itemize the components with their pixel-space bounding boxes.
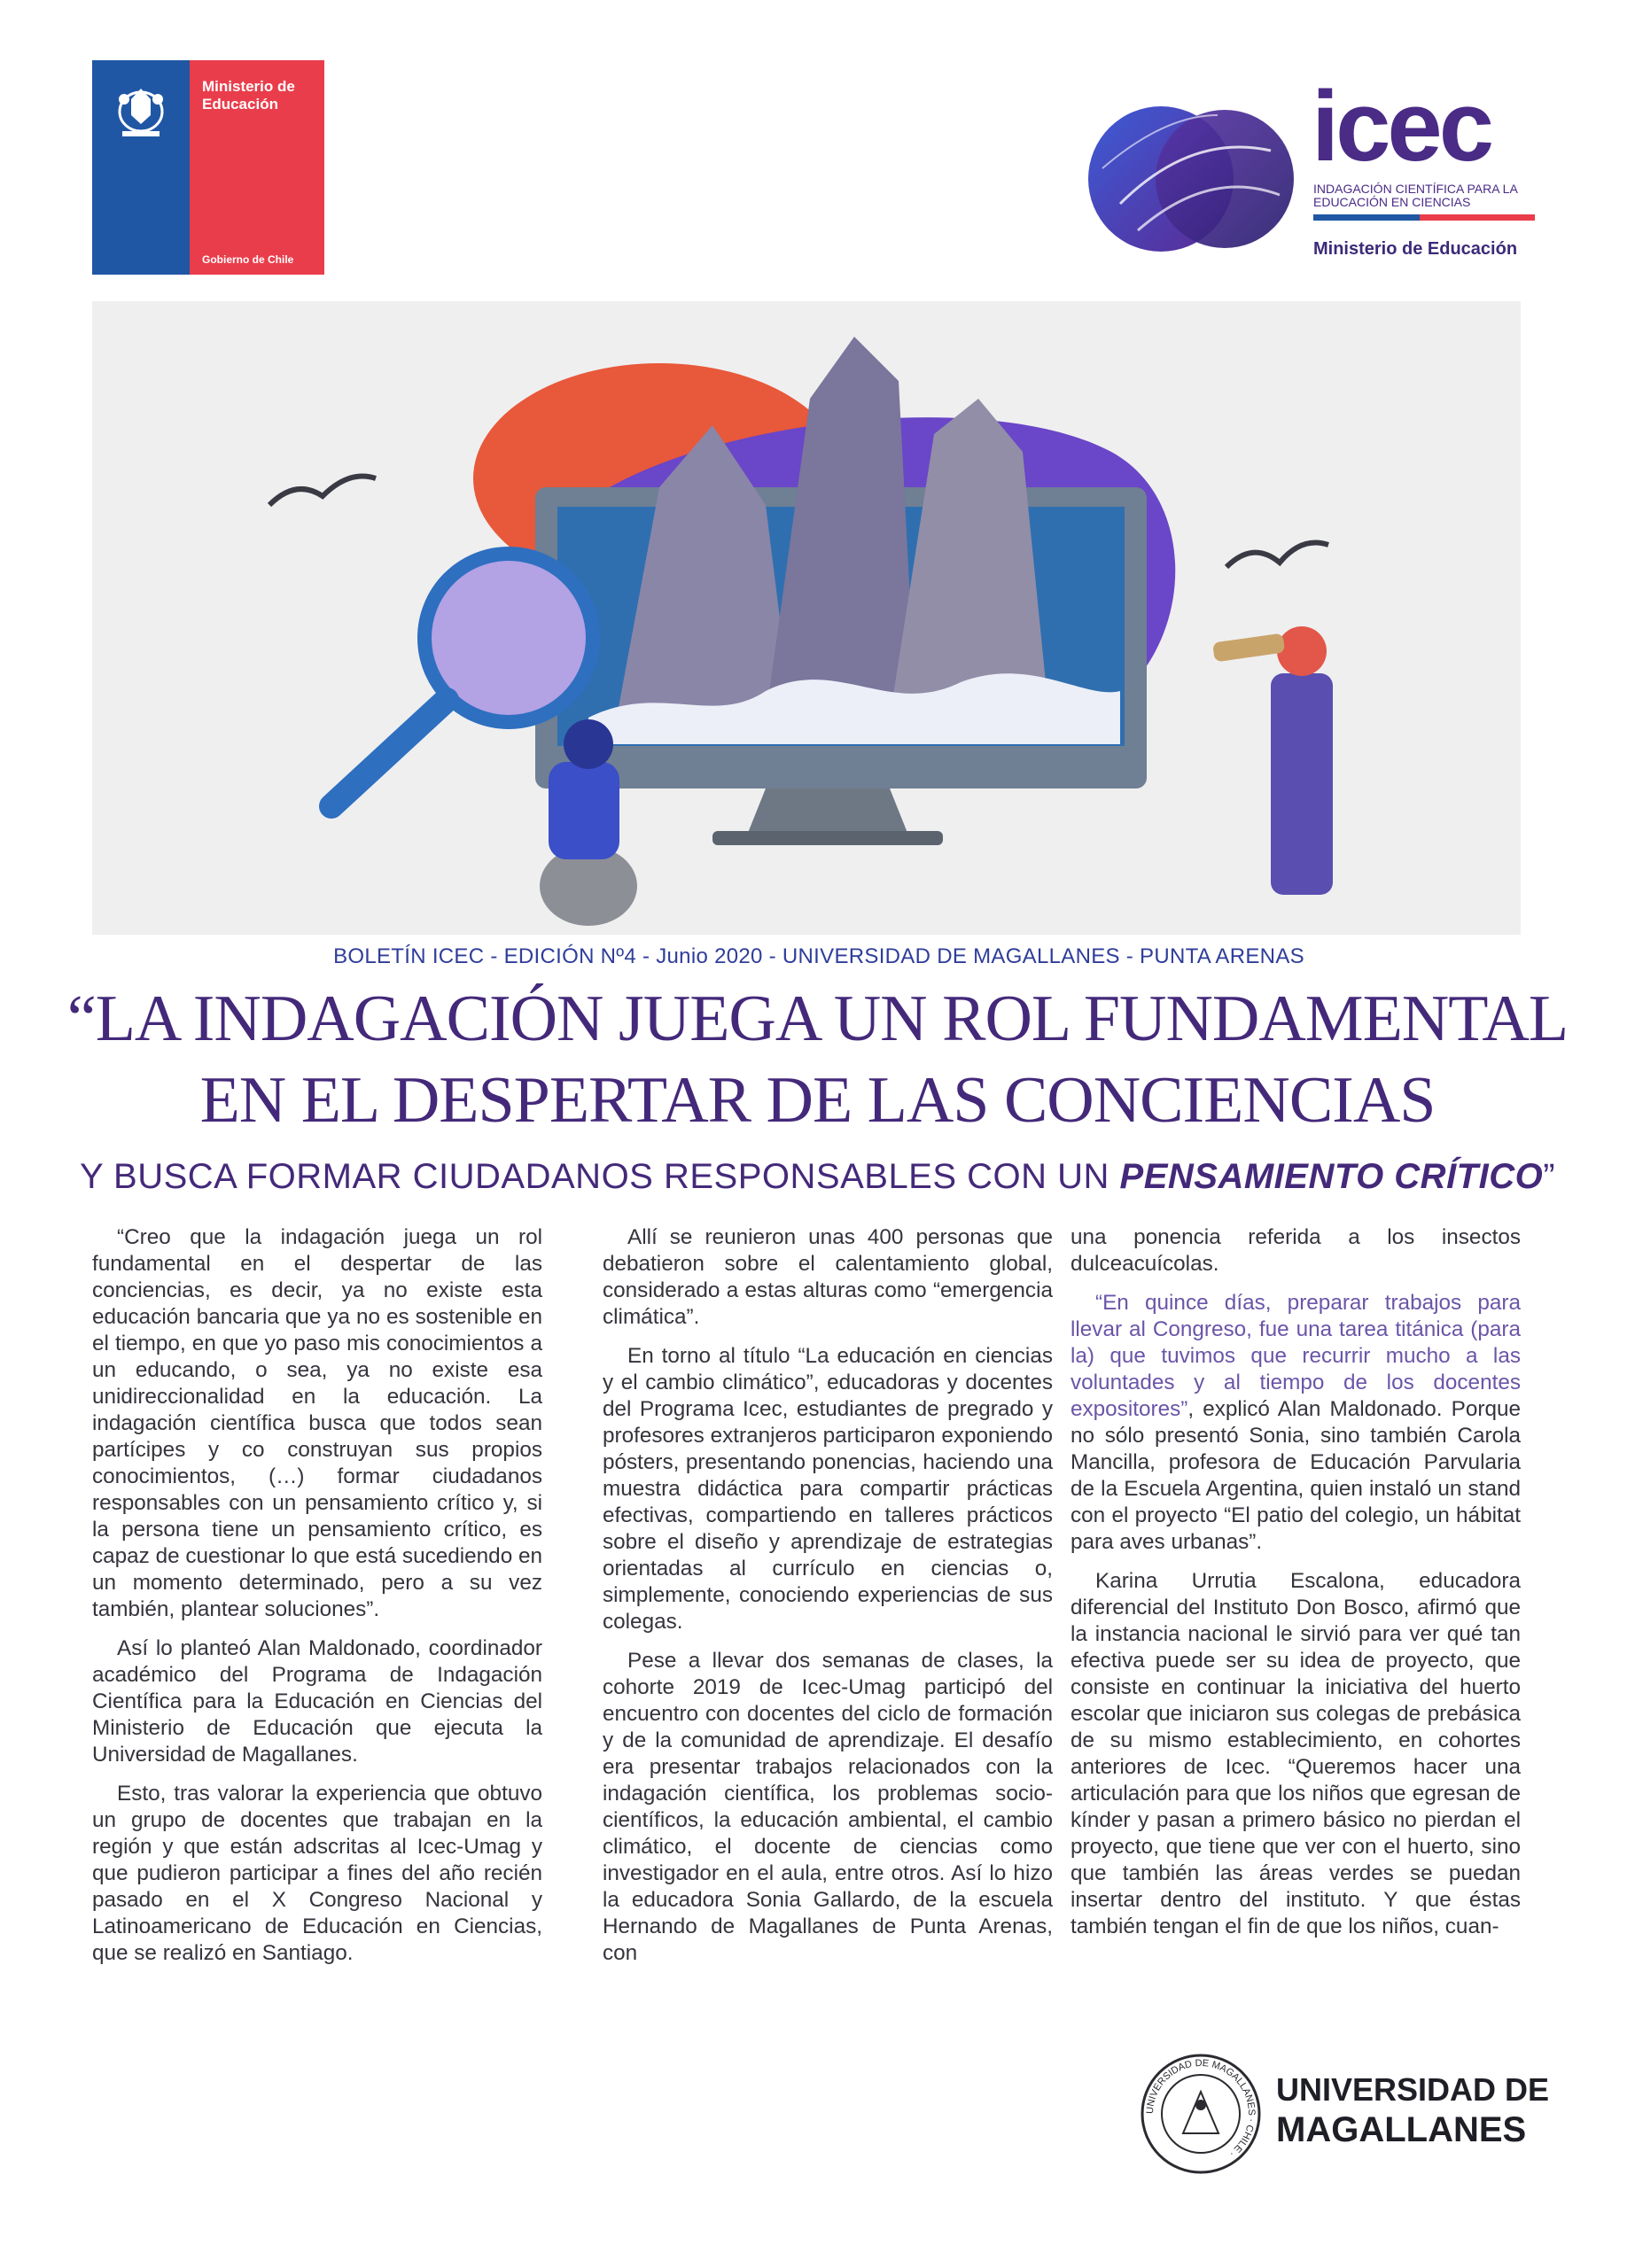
universidad-de-magallanes-logo — [1139, 2052, 1564, 2185]
icec-logo — [1085, 71, 1545, 266]
seal-text: UNIVERSIDAD DE MAGALLANES · CHILE · — [1144, 2057, 1257, 2159]
university-name-line-2: MAGALLANES — [1276, 2110, 1527, 2149]
paragraph: Pese a llevar dos semanas de clases, la cohorte 2019 de Icec-Umag participó del encuentro con docentes del ciclo de formación y de la comunidad de aprendizaje. El desafío era presentar trabajos relacionados con la indagación científica, los problemas socio-científicos, la educación ambiental, el cambio climático, el docente de ciencias como investigador en el aula, entre otros. Así lo hizo la educadora Sonia Gallardo, de la escuela Hernando de Magallanes de Punta Arenas, con — [603, 1649, 1053, 1965]
pull-quote: “En quince días, preparar trabajos para llevar al Congreso, fue una tarea titánica (para la) que tuvimos que recurrir mucho a las voluntades y al tiempo de los docentes expositores” — [1071, 1291, 1521, 1421]
telescope-icon — [1212, 626, 1333, 895]
article-column-2 — [603, 1224, 1053, 1979]
bird-icon — [269, 477, 376, 506]
gobierno-de-chile-logo — [92, 60, 324, 275]
paragraph — [1071, 1290, 1521, 1556]
edition-line: BOLETÍN ICEC - EDICIÓN Nº4 - Junio 2020 - UNIVERSIDAD DE MAGALLANES - PUNTA ARENAS — [333, 944, 1304, 968]
cover-illustration — [92, 301, 1521, 935]
paragraph: En torno al título “La educación en ciencias y el cambio climático”, educadoras y docentes del Programa Icec, estudiantes de pregrado y profesores extranjeros participaron exponiendo pósters, presentando ponencias, haciendo una muestra didáctica para compartir prácticas efectivas, compartiendo en talleres prácticos sobre el diseño y aprendizaje de estrategias orientadas al currículo en ciencias o, simplemente, conociendo experiencias de sus colegas. — [603, 1344, 1053, 1634]
paragraph: Karina Urrutia Escalona, educadora diferencial del Instituto Don Bosco, afirmó que la instancia nacional le sirvió para ver qué tan efectiva puede ser su idea de proyecto, que consiste en continuar la iniciativa del huerto escolar que iniciaron sus colegas de prebásica de su mismo establecimiento, en cohortes anteriores de Icec. “Queremos hacer una articulación para que los niños que egresan de kínder y pasan a primero básico no pierdan el proyecto, que tiene que ver con el huerto, sino que también las áreas verdes se puedan insertar dentro del instituto. Y que éstas también tengan el fin de que los niños, cuan- — [1071, 1569, 1521, 1938]
subheadline-suffix: ” — [1543, 1157, 1556, 1196]
headline-line-1: “LA INDAGACIÓN JUEGA UN ROL FUNDAMENTAL — [66, 983, 1569, 1055]
paragraph: una ponencia referida a los insectos dulceacuícolas. — [1071, 1225, 1521, 1276]
icec-ministry: Ministerio de Educación — [1313, 239, 1518, 259]
cover-artwork — [92, 301, 1521, 935]
article-column-3 — [1071, 1224, 1521, 1953]
subheadline-emphasis: PENSAMIENTO CRÍTICO — [1119, 1157, 1544, 1196]
paragraph: Allí se reunieron unas 400 personas que debatieron sobre el calentamiento global, considerado a estas alturas como “emergencia climática”. — [603, 1225, 1053, 1329]
university-seal-icon — [1139, 2052, 1263, 2176]
coat-of-arms-icon — [105, 73, 177, 145]
logo-blue-block — [92, 60, 190, 275]
icec-wordmark: icec — [1312, 71, 1491, 182]
bird-icon — [1226, 543, 1328, 568]
subheadline-prefix: Y BUSCA FORMAR CIUDADANOS RESPONSABLES CON UN — [79, 1157, 1120, 1196]
article-column-1 — [92, 1224, 542, 1979]
government-name: Gobierno de Chile — [202, 253, 294, 266]
icec-tagline: INDAGACIÓN CIENTÍFICA PARA LA EDUCACIÓN EN CIENCIAS — [1313, 182, 1518, 209]
headline-line-2: EN EL DESPERTAR DE LAS CONCIENCIAS — [199, 1064, 1436, 1137]
university-name-line-1: UNIVERSIDAD DE — [1276, 2071, 1550, 2108]
icec-flag-stripe — [1313, 214, 1535, 221]
logo-red-block — [190, 60, 324, 275]
subheadline — [0, 1157, 1635, 1197]
quote-attribution: , explicó Alan Maldonado. Porque no sólo presentó Sonia, sino también Carola Mancilla, profesora de Educación Parvularia de la Escuela Argentina, quien instaló un stand con el proyecto “El patio del colegio, un hábitat para aves urbanas”. — [1071, 1397, 1521, 1554]
ministry-name: Ministerio de Educación — [202, 78, 295, 113]
icec-globe-icon — [1085, 97, 1297, 266]
paragraph: “Creo que la indagación juega un rol fundamental en el despertar de las conciencias, es decir, ya no existe esta educación bancaria que ya no es sostenible en el tiempo, en que yo paso mis conocimientos a un educando, o sea, ya no existe esa unidireccionalidad en la educación. La indagación científica busca que todos sean partícipes y co construyan sus propios conocimientos, (…) formar ciudadanos responsables con un pensamiento crítico y, si la persona tiene un pensamiento crítico, es capaz de cuestionar lo que está sucediendo en un momento determinado, pero a su vez también, plantear soluciones”. — [92, 1225, 542, 1621]
paragraph: Esto, tras valorar la experiencia que obtuvo un grupo de docentes que trabajan en la región y que están adscritas al Icec-Umag y que pudieron participar a fines del año recién pasado en el X Congreso Nacional y Latinoamericano de Educación en Ciencias, que se realizó en Santiago. — [92, 1782, 542, 1965]
paragraph: Así lo planteó Alan Maldonado, coordinador académico del Programa de Indagación Científica para la Educación en Ciencias del Ministerio de Educación que ejecuta la Universidad de Magallanes. — [92, 1636, 542, 1767]
